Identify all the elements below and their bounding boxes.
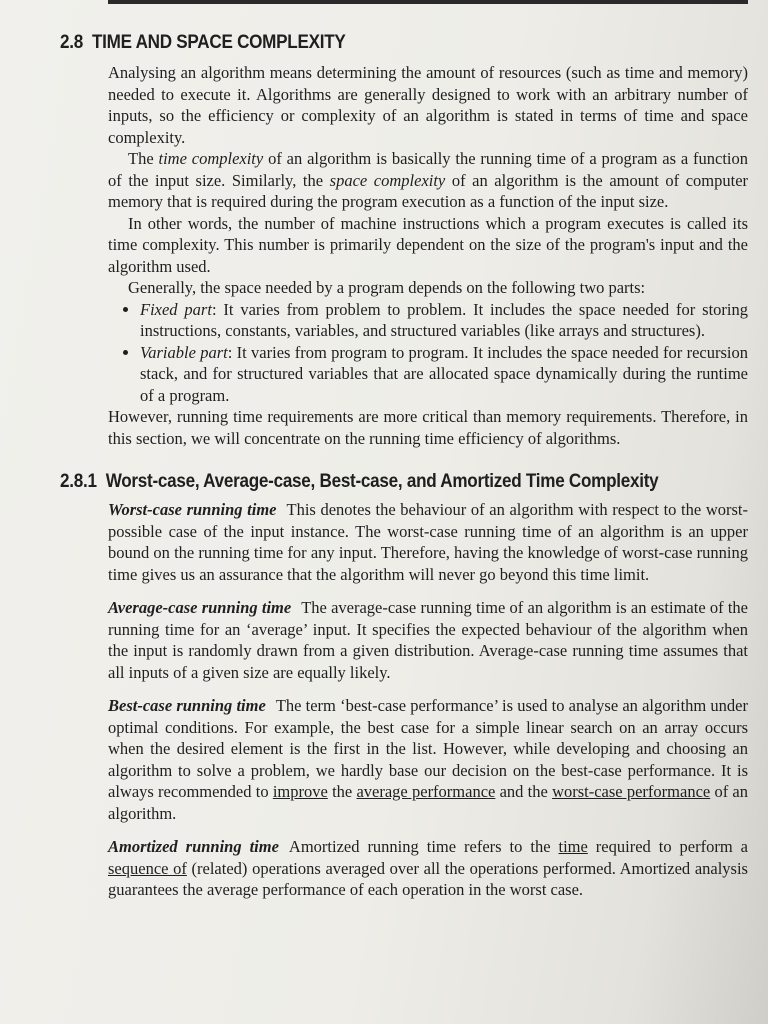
text-run: of an algorithm is basically the running time of a program as a function of the input size. Similarly, the [108,149,748,190]
term-average-case: Average-case running time [108,598,292,617]
subsection [60,471,748,901]
text-run: Amortized running time refers to the [288,837,559,856]
text-run: The [128,149,159,168]
underlined-text: worst-case performance [552,782,711,801]
paragraph-machine-instructions: In other words, the number of machine instructions which a program executes is called its time complexity. This number is primarily dependent on the size of the program's input and the algorithm used. [108,213,748,276]
text-run: The average-case running time of an algorithm is an estimate of the running time for an ‘average’ input. It specifies the expected behaviour of the algorithm when the input is randomly drawn from a given distribution. Average-case running time assumes that all inputs of a given size are equally likely. [108,598,748,682]
paragraph-best-case [108,695,748,824]
section-title: TIME AND SPACE COMPLEXITY [91,32,346,53]
subsection-number: 2.8.1 [60,471,97,492]
text-run: required to perform a [587,837,748,856]
text-run: of an algorithm is the amount of computer memory that is required during the program execution as a function of the input size. [108,170,749,211]
term-worst-case: Worst-case running time [108,500,277,519]
top-rule [108,0,748,4]
subsection-heading [60,471,679,493]
section-body [108,62,748,449]
underlined-text: improve [272,782,328,801]
text-run: of an algorithm. [108,782,749,823]
section-heading [60,32,679,54]
term-amortized: Amortized running time [108,837,279,856]
term-best-case: Best-case running time [108,696,266,715]
underlined-text: sequence of [108,858,187,878]
text-run: The term ‘best-case performance’ is used to analyse an algorithm under optimal conditions. For example, the best case for a simple linear search on an array occurs when the desired element is the first in the list. However, while developing and choosing an algorithm to solve a problem, we hardly base our decision on the best-case performance. It is always recommended to [108,696,748,801]
paragraph-worst-case [108,499,748,585]
subsection-title: Worst-case, Average-case, Best-case, and Amortized Time Complexity [105,471,659,492]
bullet-text: : It varies from problem to problem. It includes the space needed for storing instructions, constants, variables, and structured variables (like arrays and structures). [140,299,748,340]
underlined-text: time [558,837,588,856]
paragraph-average-case [108,597,748,683]
bullet-term: Fixed part [140,299,212,319]
paragraph-complexity-definition [108,148,748,213]
text-run: the [327,782,357,801]
subsection-body [108,499,748,901]
text-run: This denotes the behaviour of an algorithm with respect to the worst-possible case of the input instance. The worst-case running time of an algorithm is an upper bound on the running time for any input. Therefore, having the knowledge of worst-case running time gives us an assurance that the algorithm will never go beyond this time limit. [108,500,748,584]
paragraph-intro: Analysing an algorithm means determining the amount of resources (such as time and memory) needed to execute it. Algorithms are generally designed to work with an arbitrary number of inputs, so the efficiency or complexity of an algorithm is stated in terms of time and space complexity. [108,63,748,147]
text-run: (related) operations averaged over all the operations performed. Amortized analysis guarantees the average performance of each operation in the worst case. [108,858,748,899]
bullet-text: : It varies from program to program. It includes the space needed for recursion stack, and for structured variables that are allocated space dynamically during the runtime of a program. [140,342,749,405]
section-number: 2.8 [60,32,83,53]
term-time-complexity: time complexity [158,149,264,168]
term-space-complexity: space complexity [329,170,446,190]
paragraph-running-time-focus: However, running time requirements are more critical than memory requirements. Therefore, in this section, we will concentrate on the running time efficiency of algorithms. [108,407,748,448]
list-item-variable-part [140,342,748,407]
paragraph-amortized [108,836,748,901]
text-run: and the [495,782,553,801]
bullet-term: Variable part [140,342,228,362]
underlined-text: average performance [356,782,496,801]
space-parts-list [108,299,748,407]
list-item-fixed-part [140,299,748,342]
paragraph-space-parts: Generally, the space needed by a program depends on the following two parts: [128,278,646,297]
